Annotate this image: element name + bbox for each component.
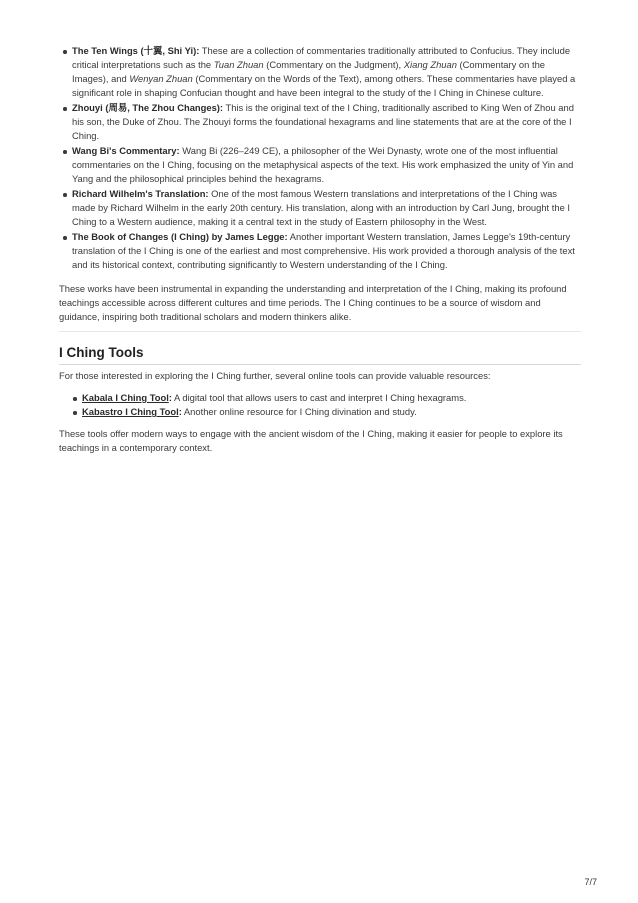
kabala-i-ching-tool-link[interactable]: Kabala I Ching Tool xyxy=(82,392,169,403)
item-text: These are a collection of commentaries traditionally attributed to Confucius. They include critical interpretations such as the xyxy=(72,45,571,70)
item-text: This is the original text of the I Ching, traditionally ascribed to King Wen of Zhou and his son, the Duke of Zhou. The Zhouyi forms the foundational hexagrams and line statements that are at the core of the I Ching. xyxy=(72,102,574,141)
list-item xyxy=(72,144,580,186)
section-divider xyxy=(59,331,581,332)
item-text: Wang Bi (226–249 CE), a philosopher of the Wei Dynasty, wrote one of the most influential commentaries on the I Ching, focusing on the metaphysical aspects of the text. His work emphasized the unity of Yin and Yang and the philosophical principles behind the hexagrams. xyxy=(72,145,574,184)
italic-title: Wenyan Zhuan xyxy=(129,73,193,84)
works-list xyxy=(72,44,580,273)
list-item xyxy=(72,101,580,143)
item-text: (Commentary on the Words of the Text), among others. These commentaries have played a significant role in shaping Confucian thought and have been integral to the study of the I Ching in Chinese culture. xyxy=(72,73,576,98)
tools-intro-paragraph: For those interested in exploring the I Ching further, several online tools can provide valuable resources: xyxy=(59,370,491,381)
list-item xyxy=(72,187,580,229)
page-number: 7/7 xyxy=(584,877,597,887)
tool-description: A digital tool that allows users to cast and interpret I Ching hexagrams. xyxy=(171,392,467,403)
tool-description: Another online resource for I Ching divination and study. xyxy=(181,406,417,417)
italic-title: Xiang Zhuan xyxy=(403,59,457,70)
list-item xyxy=(82,391,580,405)
item-title: Richard Wilhelm's Translation: xyxy=(72,188,209,199)
colon: : xyxy=(168,392,172,403)
i-ching-tools-heading: I Ching Tools xyxy=(59,344,581,365)
item-text: (Commentary on the Judgment), xyxy=(263,59,404,70)
list-item xyxy=(72,230,580,272)
colon: : xyxy=(178,406,182,417)
list-item xyxy=(72,44,580,100)
tools-outro-paragraph: These tools offer modern ways to engage with the ancient wisdom of the I Ching, making it easier for people to explore its teachings in a contemporary context. xyxy=(59,428,563,453)
works-summary-paragraph: These works have been instrumental in expanding the understanding and interpretation of the I Ching, making its profound teachings accessible across different cultures and time periods. The I Ching continues to be a source of wisdom and guidance, inspiring both traditional scholars and modern thinkers alike. xyxy=(59,283,567,322)
item-title: The Book of Changes (I Ching) by James Legge: xyxy=(72,231,288,242)
item-title: Wang Bi's Commentary: xyxy=(72,145,180,156)
tools-list xyxy=(82,391,580,419)
item-text: (Commentary on the Images), and xyxy=(72,59,545,84)
item-text: One of the most famous Western translations and interpretations of the I Ching was made by Richard Wilhelm in the early 20th century. His translation, along with an introduction by Carl Jung, brought the I Ching to a Western audience, making it a central text in the study of Eastern philosophy in the West. xyxy=(72,188,570,227)
item-title: Zhouyi (周易, The Zhou Changes): xyxy=(72,102,224,113)
kabastro-i-ching-tool-link[interactable]: Kabastro I Ching Tool xyxy=(82,406,179,417)
italic-title: Tuan Zhuan xyxy=(213,59,264,70)
item-text: Another important Western translation, James Legge's 19th-century translation of the I Ching is one of the earliest and most comprehensive. His work provided a thorough analysis of the text and its historical context, contributing significantly to Western understanding of the I Ching. xyxy=(72,231,575,270)
item-title: The Ten Wings (十翼, Shi Yi): xyxy=(72,45,200,56)
list-item xyxy=(82,405,580,419)
